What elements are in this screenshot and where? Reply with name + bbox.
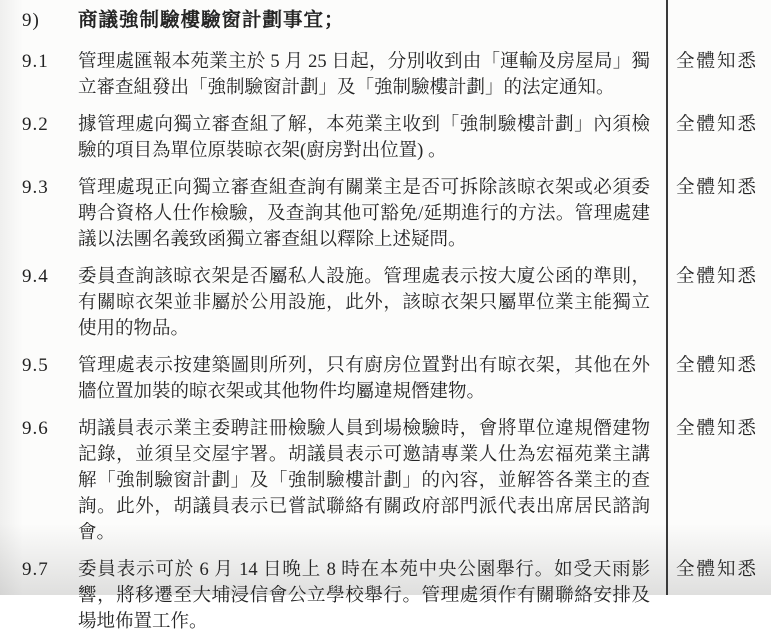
item-status: 全體知悉	[676, 267, 759, 287]
item-text: 胡議員表示業主委聘註冊檢驗人員到場檢驗時，會將單位違規僭建物記錄，並須呈交屋宇署。胡議員表示可邀請專業人仕為宏福苑業主講解「強制驗窗計劃」及「強制驗樓計劃」的內容，並解答各業主的查詢。此外，胡議員表示已嘗試聯絡有關政府部門派代表出席居民諮詢會。	[78, 419, 650, 543]
status-column-divider	[666, 0, 668, 595]
item-number: 9.1	[22, 51, 49, 72]
minute-item-9.3	[0, 175, 771, 253]
minute-item-9.1	[0, 49, 771, 101]
minute-item-9.5	[0, 353, 771, 405]
item-status: 全體知悉	[676, 419, 759, 439]
item-number: 9.4	[22, 266, 49, 287]
minute-item-9.2	[0, 112, 771, 164]
item-text: 據管理處向獨立審查組了解，本苑業主收到「強制驗樓計劃」內須檢驗的項目為單位原裝晾衣架(廚房對出位置) 。	[78, 115, 650, 161]
minute-item-9.6	[0, 416, 771, 546]
minute-item-9.4	[0, 264, 771, 342]
section-title: 商議強制驗樓驗窗計劃事宜；	[78, 10, 345, 31]
item-text: 管理處表示按建築圖則所列，只有廚房位置對出有晾衣架，其他在外牆位置加裝的晾衣架或其他物件均屬違規僭建物。	[78, 356, 650, 402]
minute-item-9.7	[0, 557, 771, 635]
item-number: 9.6	[22, 418, 49, 439]
item-status: 全體知悉	[676, 178, 759, 198]
item-text: 管理處現正向獨立審查組查詢有關業主是否可拆除該晾衣架或必須委聘合資格人仕作檢驗，及查詢其他可豁免/延期進行的方法。管理處建議以法團名義致函獨立審查組以釋除上述疑問。	[78, 178, 650, 250]
item-text: 委員表示可於 6 月 14 日晚上 8 時在本苑中央公園舉行。如受天雨影響，將移遷至大埔浸信會公立學校舉行。管理處須作有關聯絡安排及場地佈置工作。	[78, 560, 650, 632]
item-number: 9.2	[22, 114, 49, 135]
item-number: 9.5	[22, 355, 49, 376]
item-number: 9.7	[22, 559, 49, 580]
item-status: 全體知悉	[676, 560, 759, 580]
item-number: 9.3	[22, 177, 49, 198]
item-text: 管理處匯報本苑業主於 5 月 25 日起，分別收到由「運輸及房屋局」獨立審查組發出「強制驗窗計劃」及「強制驗樓計劃」的法定通知。	[78, 52, 650, 98]
section-number: 9)	[22, 10, 40, 31]
item-status: 全體知悉	[676, 115, 759, 135]
item-status: 全體知悉	[676, 52, 759, 72]
item-text: 委員查詢該晾衣架是否屬私人設施。管理處表示按大廈公函的準則，有關晾衣架並非屬於公用設施，此外，該晾衣架只屬單位業主能獨立使用的物品。	[78, 267, 650, 339]
section-heading	[0, 8, 771, 34]
item-status: 全體知悉	[676, 356, 759, 376]
